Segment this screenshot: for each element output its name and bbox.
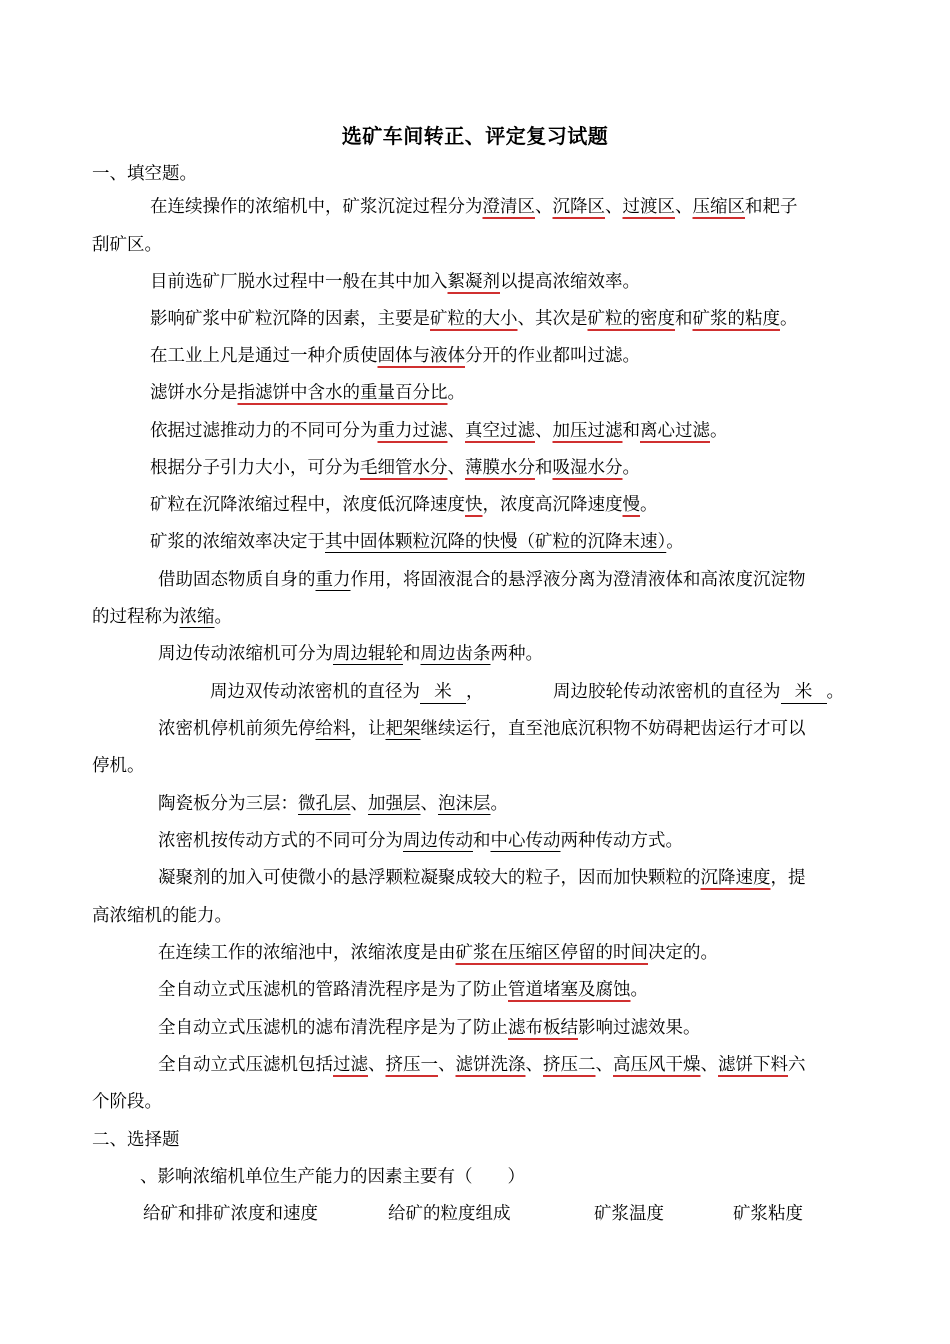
q19-line <box>158 1016 701 1040</box>
q1-answer-settling-zone: 沉降区 <box>552 197 605 217</box>
q7-answer-2: 薄膜水分 <box>465 458 535 478</box>
q10-text: 的过程称为 <box>92 607 180 627</box>
q1-sep: 、 <box>535 197 553 217</box>
q20-text: 六 <box>788 1055 806 1075</box>
q12-text: ， <box>466 682 484 702</box>
q13-text: 浓密机停机前须先停 <box>158 719 316 739</box>
q8-line <box>150 493 658 517</box>
mc1-option-4[interactable]: 矿浆粘度 <box>733 1204 803 1224</box>
q2-text-tail: 以提高浓缩效率。 <box>500 272 640 292</box>
q8-text: ，浓度高沉降速度 <box>482 495 623 515</box>
q16-answer: 沉降速度 <box>700 868 771 888</box>
q20-text: 、 <box>700 1055 718 1075</box>
q3-text: 影响矿浆中矿粒沉降的因素，主要是 <box>150 309 430 329</box>
q6-answer-1: 重力过滤 <box>377 421 448 441</box>
q14-answer-1: 微孔层 <box>298 794 351 814</box>
q10-text: 作用，将固液混合的悬浮液分离为澄清液体和高浓度沉淀物 <box>350 570 806 590</box>
q12-part1 <box>210 680 484 704</box>
q7-text: 根据分子引力大小，可分为 <box>150 458 360 478</box>
q7-answer-3: 吸湿水分 <box>552 458 623 478</box>
q20-answer-5: 高压风干燥 <box>613 1055 701 1075</box>
q1-text-tail: 和耙子 <box>745 197 798 217</box>
q9-answer: 其中固体颗粒沉降的快慢（矿粒的沉降末速） <box>325 532 667 552</box>
q15-text: 和 <box>473 831 491 851</box>
q6-answer-2: 真空过滤 <box>465 421 535 441</box>
q2-line <box>150 270 640 294</box>
q20-answer-4: 挤压二 <box>543 1055 596 1075</box>
q10-text: 。 <box>214 607 232 627</box>
q20-answer-3: 滤饼洗涤 <box>455 1055 526 1075</box>
q7-line <box>150 456 640 480</box>
q20-text: 全自动立式压滤机包括 <box>158 1055 333 1075</box>
q16-line2: 高浓缩机的能力。 <box>92 906 232 926</box>
q6-text: 、 <box>535 421 553 441</box>
q14-text: 、 <box>420 794 438 814</box>
q6-answer-3: 加压过滤 <box>552 421 623 441</box>
q1-answer-compression-zone: 压缩区 <box>692 197 745 217</box>
q15-text: 两种传动方式。 <box>560 831 683 851</box>
q16-line1 <box>158 866 806 890</box>
q2-answer: 絮凝剂 <box>447 272 500 292</box>
q3-text: 、其次是 <box>517 309 588 329</box>
q14-text: 。 <box>490 794 508 814</box>
q14-answer-2: 加强层 <box>368 794 421 814</box>
q15-text: 浓密机按传动方式的不同可分为 <box>158 831 403 851</box>
q12-text: 。 <box>826 682 844 702</box>
q12-text: 周边双传动浓密机的直径为 <box>210 682 420 702</box>
q13-text: ，让 <box>350 719 386 739</box>
q14-text: 、 <box>350 794 368 814</box>
q5-text: 滤饼水分是 <box>150 383 238 403</box>
q15-answer-2: 中心传动 <box>490 831 561 851</box>
q20-answer-1: 过滤 <box>333 1055 368 1075</box>
q10-answer-1: 重力 <box>315 570 351 590</box>
q9-line <box>150 530 684 554</box>
q14-line <box>158 792 508 816</box>
q7-text: 、 <box>447 458 465 478</box>
q1-line2: 刮矿区。 <box>92 235 162 255</box>
q10-line1 <box>158 568 806 592</box>
q9-text: 。 <box>666 532 684 552</box>
q13-line2: 停机。 <box>92 756 145 776</box>
q8-answer-1: 快 <box>465 495 483 515</box>
q18-text: 。 <box>630 980 648 1000</box>
q15-answer-1: 周边传动 <box>403 831 473 851</box>
q17-text: 在连续工作的浓缩池中，浓缩浓度是由 <box>158 943 456 963</box>
q1-answer-clarification-zone: 澄清区 <box>482 197 535 217</box>
q4-text: 分开的作业都叫过滤。 <box>465 346 640 366</box>
mc1-stem: 、影响浓缩机单位生产能力的因素主要有（ ） <box>140 1167 525 1187</box>
q3-answer-3: 矿浆的粘度 <box>692 309 780 329</box>
q9-text: 矿浆的浓缩效率决定于 <box>150 532 325 552</box>
q11-answer-2: 周边齿条 <box>420 644 491 664</box>
q20-answer-6: 滤饼下料 <box>718 1055 788 1075</box>
q12-part2 <box>553 680 844 704</box>
q16-text: 凝聚剂的加入可使微小的悬浮颗粒凝聚成较大的粒子，因而加快颗粒的 <box>158 868 701 888</box>
q13-line1 <box>158 717 806 741</box>
q19-answer: 滤布板结 <box>508 1018 578 1038</box>
q20-line1 <box>158 1053 806 1077</box>
q1-text: 在连续操作的浓缩机中，矿浆沉淀过程分为 <box>150 197 483 217</box>
q20-text: 、 <box>595 1055 613 1075</box>
section-fill-in-heading: 一、填空题。 <box>92 164 197 184</box>
q7-text: 和 <box>535 458 553 478</box>
mc1-option-1[interactable]: 给矿和排矿浓度和速度 <box>143 1204 318 1224</box>
q18-line <box>158 978 648 1002</box>
q6-text: 依据过滤推动力的不同可分为 <box>150 421 378 441</box>
q14-text: 陶瓷板分为三层： <box>158 794 298 814</box>
q4-answer: 固体与液体 <box>377 346 465 366</box>
q18-answer: 管道堵塞及腐蚀 <box>508 980 631 1000</box>
q12-text: 周边胶轮传动浓密机的直径为 <box>553 682 781 702</box>
q17-line <box>158 941 718 965</box>
q20-text: 、 <box>368 1055 386 1075</box>
q19-text: 全自动立式压滤机的滤布清洗程序是为了防止 <box>158 1018 508 1038</box>
q5-line <box>150 381 465 405</box>
q16-text: ，提 <box>770 868 806 888</box>
q1-sep: 、 <box>675 197 693 217</box>
q15-line <box>158 829 683 853</box>
q8-answer-2: 慢 <box>622 495 640 515</box>
q10-line2 <box>92 605 232 629</box>
q1-line1 <box>150 195 798 219</box>
q17-answer: 矿浆在压缩区停留的时间 <box>455 943 648 963</box>
q5-answer: 指滤饼中含水的重量百分比 <box>237 383 448 403</box>
q13-answer-2: 耙架 <box>385 719 421 739</box>
q3-text: 和 <box>675 309 693 329</box>
q18-text: 全自动立式压滤机的管路清洗程序是为了防止 <box>158 980 508 1000</box>
q11-line <box>158 642 543 666</box>
q4-line <box>150 344 640 368</box>
document-title: 选矿车间转正、评定复习试题 <box>341 124 609 148</box>
q1-sep: 、 <box>605 197 623 217</box>
q8-text: 。 <box>640 495 658 515</box>
q6-text: 和 <box>622 421 640 441</box>
q3-text: 。 <box>780 309 798 329</box>
q20-text: 、 <box>438 1055 456 1075</box>
q6-text: 、 <box>447 421 465 441</box>
q3-answer-2: 矿粒的密度 <box>587 309 675 329</box>
q20-text: 、 <box>525 1055 543 1075</box>
q3-answer-1: 矿粒的大小 <box>430 309 518 329</box>
q13-answer-1: 给料 <box>315 719 351 739</box>
q2-text: 目前选矿厂脱水过程中一般在其中加入 <box>150 272 448 292</box>
section-choice-heading: 二、选择题 <box>92 1130 180 1150</box>
mc1-option-3[interactable]: 矿浆温度 <box>594 1204 664 1224</box>
q17-text: 决定的。 <box>648 943 718 963</box>
q7-text: 。 <box>622 458 640 478</box>
q11-text: 和 <box>403 644 421 664</box>
q20-answer-2: 挤压一 <box>385 1055 438 1075</box>
mc1-option-2[interactable]: 给矿的粒度组成 <box>388 1204 511 1224</box>
q12-blank-2: 米 <box>781 681 827 704</box>
q19-text: 影响过滤效果。 <box>578 1018 701 1038</box>
q6-answer-4: 离心过滤 <box>640 421 710 441</box>
q13-text: 继续运行，直至池底沉积物不妨碍耙齿运行才可以 <box>420 719 806 739</box>
q7-answer-1: 毛细管水分 <box>360 458 448 478</box>
q11-text: 两种。 <box>490 644 543 664</box>
q11-answer-1: 周边辊轮 <box>333 644 403 664</box>
q10-answer-2: 浓缩 <box>179 607 215 627</box>
q6-text: 。 <box>710 421 728 441</box>
q14-answer-3: 泡沫层 <box>438 794 491 814</box>
q1-answer-transition-zone: 过渡区 <box>622 197 675 217</box>
q12-blank-1: 米 <box>420 681 466 704</box>
q20-line2: 个阶段。 <box>92 1092 162 1112</box>
q11-text: 周边传动浓缩机可分为 <box>158 644 333 664</box>
q4-text: 在工业上凡是通过一种介质使 <box>150 346 378 366</box>
q8-text: 矿粒在沉降浓缩过程中，浓度低沉降速度 <box>150 495 465 515</box>
q10-text: 借助固态物质自身的 <box>158 570 316 590</box>
q3-line <box>150 307 798 331</box>
q6-line <box>150 419 728 443</box>
q5-text: 。 <box>447 383 465 403</box>
